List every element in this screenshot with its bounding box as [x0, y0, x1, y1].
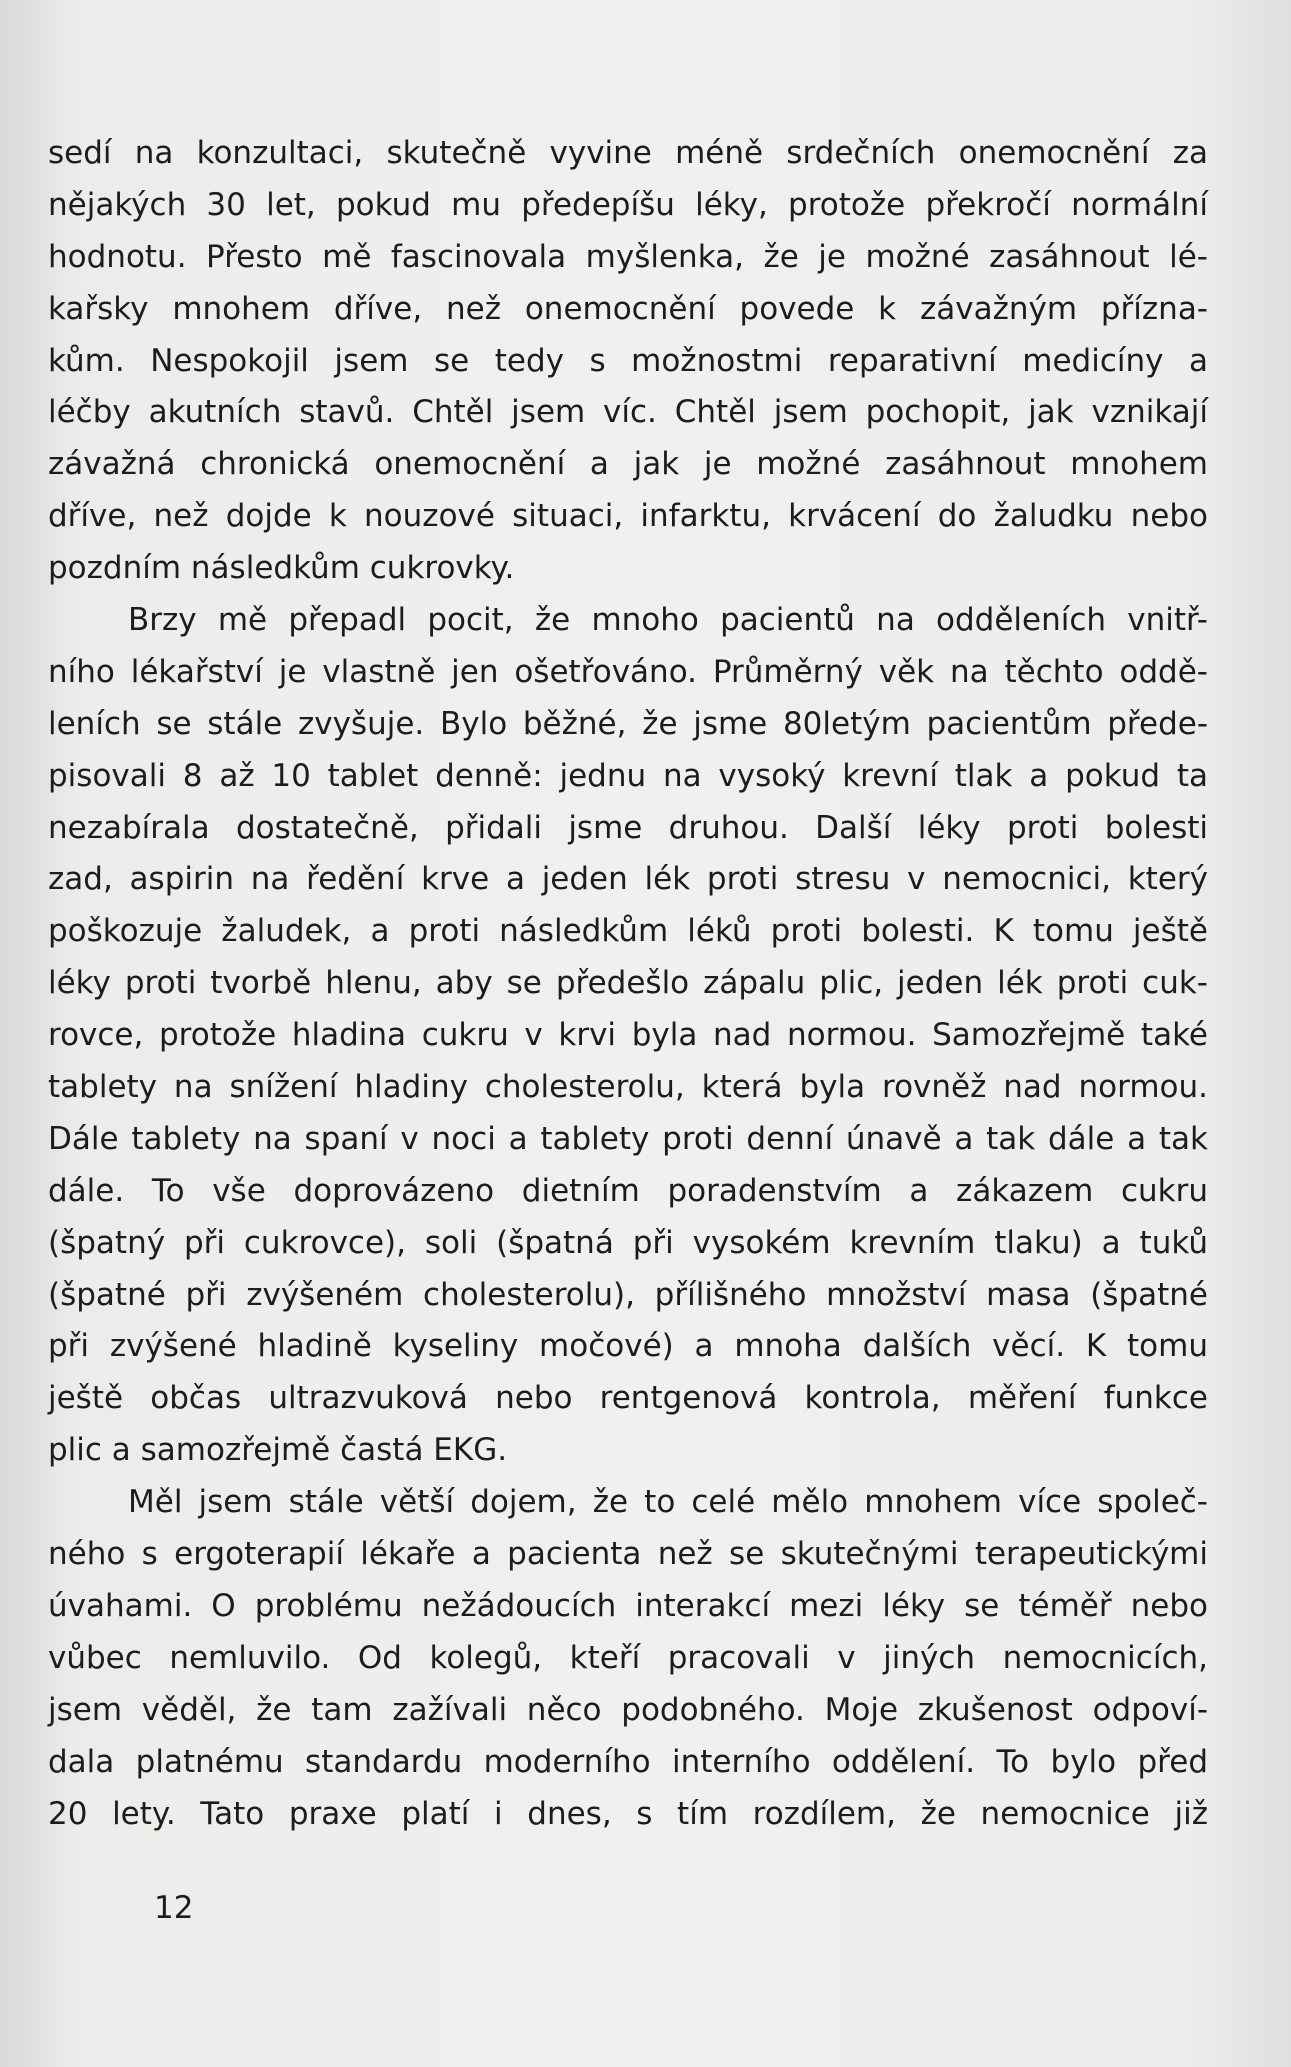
text-line: Měl jsem stále větší dojem, že to celé mělo mnohem více společ- — [128, 1484, 1208, 1521]
text-line: pozdním následkům cukrovky. — [48, 550, 515, 587]
text-line: nějakých 30 let, pokud mu předepíšu léky, protože překročí normální — [48, 186, 1208, 223]
text-line: sedí na konzultaci, skutečně vyvine méně srdečních onemocnění za — [48, 135, 1208, 171]
text-line: vůbec nemluvilo. Od kolegů, kteří pracovali v jiných nemocnicích, — [48, 1639, 1208, 1676]
text-line: ního lékařství je vlastně jen ošetřováno. Průměrný věk na těchto oddě- — [48, 653, 1208, 690]
text-line: plic a samozřejmě častá EKG. — [48, 1432, 508, 1469]
text-line: nezabírala dostatečně, přidali jsme druhou. Další léky proti bolesti — [48, 809, 1208, 846]
text-line: zad, aspirin na ředění krve a jeden lék proti stresu v nemocnici, který — [48, 861, 1208, 898]
text-line: dříve, než dojde k nouzové situaci, infarktu, krvácení do žaludku nebo — [48, 498, 1208, 535]
text-line: jsem věděl, že tam zažívali něco podobného. Moje zkušenost odpoví- — [48, 1691, 1208, 1728]
text-line: úvahami. O problému nežádoucích interakcí mezi léky se téměř nebo — [48, 1587, 1208, 1624]
text-line: (špatný při cukrovce), soli (špatná při vysokém krevním tlaku) a tuků — [48, 1224, 1208, 1261]
text-line: (špatné při zvýšeném cholesterolu), přílišného množství masa (špatné — [48, 1276, 1208, 1313]
body-text — [48, 128, 1208, 1840]
text-line: léčby akutních stavů. Chtěl jsem víc. Chtěl jsem pochopit, jak vznikají — [48, 394, 1208, 431]
text-line: kům. Nespokojil jsem se tedy s možnostmi reparativní medicíny a — [48, 342, 1208, 379]
text-line: Brzy mě přepadl pocit, že mnoho pacientů na odděleních vnitř- — [128, 602, 1208, 639]
text-line: ného s ergoterapií lékaře a pacienta než se skutečnými terapeutickými — [48, 1536, 1208, 1573]
text-line: tablety na snížení hladiny cholesterolu, která byla rovněž nad normou. — [48, 1069, 1208, 1106]
text-line: pisovali 8 až 10 tablet denně: jednu na vysoký krevní tlak a pokud ta — [48, 757, 1208, 794]
text-line: dále. To vše doprovázeno dietním poradenstvím a zákazem cukru — [48, 1172, 1208, 1209]
text-line: závažná chronická onemocnění a jak je možné zasáhnout mnohem — [48, 446, 1208, 483]
text-line: dala platnému standardu moderního interního oddělení. To bylo před — [48, 1743, 1208, 1780]
text-line: 20 lety. Tato praxe platí i dnes, s tím rozdílem, že nemocnice již — [48, 1795, 1208, 1832]
page-number: 12 — [154, 1890, 194, 1926]
text-line: Dále tablety na spaní v noci a tablety proti denní únavě a tak dále a tak — [48, 1120, 1208, 1157]
text-line: hodnotu. Přesto mě fascinovala myšlenka, že je možné zasáhnout lé- — [48, 238, 1208, 275]
text-line: při zvýšené hladině kyseliny močové) a mnoha dalších věcí. K tomu — [48, 1328, 1208, 1365]
text-line: kařsky mnohem dříve, než onemocnění povede k závažným přízna- — [48, 290, 1208, 327]
text-line: poškozuje žaludek, a proti následkům léků proti bolesti. K tomu ještě — [48, 913, 1208, 950]
text-line: léky proti tvorbě hlenu, aby se předešlo zápalu plic, jeden lék proti cuk- — [48, 965, 1208, 1002]
text-line: ještě občas ultrazvuková nebo rentgenová kontrola, měření funkce — [48, 1380, 1208, 1417]
text-line: leních se stále zvyšuje. Bylo běžné, že jsme 80letým pacientům přede- — [48, 705, 1208, 742]
text-line: rovce, protože hladina cukru v krvi byla nad normou. Samozřejmě také — [48, 1017, 1208, 1054]
